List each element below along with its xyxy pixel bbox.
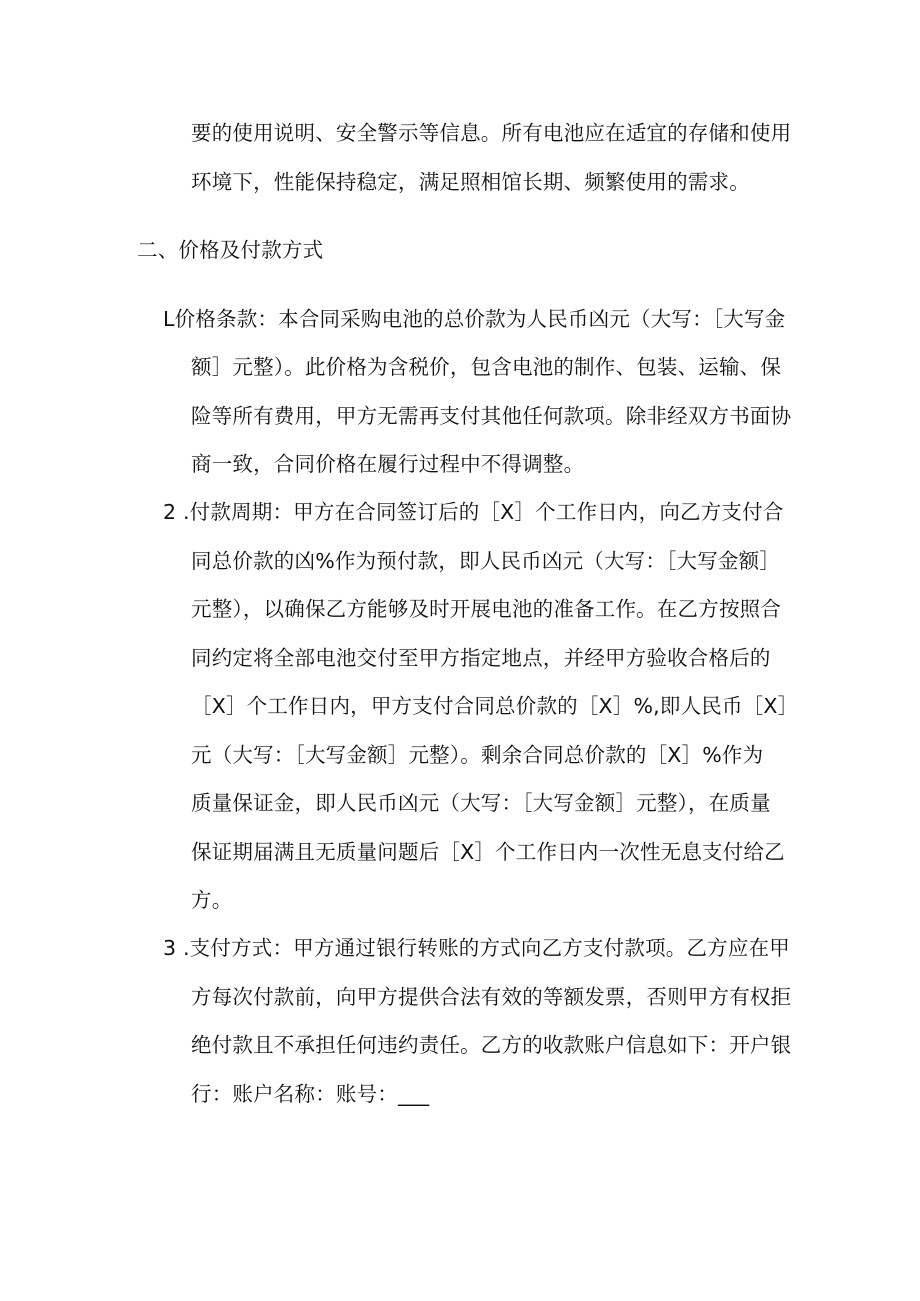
section-heading: 二、价格及付款方式 xyxy=(137,238,324,262)
clause-2-line-9: 方。 xyxy=(191,888,233,912)
clause-1-line-4: 商一致，合同价格在履行过程中不得调整。 xyxy=(191,452,585,476)
clause-2-line-7: 质量保证金，即人民币凶元（大写：［大写金额］元整），在质量 xyxy=(191,791,771,815)
clause-1-line-2: 额］元整）。此价格为含税价，包含电池的制作、包装、运输、保 xyxy=(191,355,782,379)
clause-3-line-3: 绝付款且不承担任何违约责任。乙方的收款账户信息如下：开户银 xyxy=(191,1033,792,1057)
clause-1-line-1: L价格条款：本合同采购电池的总价款为人民币凶元（大写：［大写金 xyxy=(163,307,786,331)
clause-3-line-2: 方每次付款前，向甲方提供合法有效的等额发票，否则甲方有权拒 xyxy=(191,985,792,1009)
clause-3-line-4: 行：账户名称：账号：___ xyxy=(191,1082,430,1106)
intro-line-1: 要的使用说明、安全警示等信息。所有电池应在适宜的存储和使用 xyxy=(191,121,792,145)
clause-2-line-8: 保证期届满且无质量问题后［X］个工作日内一次性无息支付给乙 xyxy=(191,840,785,864)
clause-2-line-1: 2 .付款周期：甲方在合同签订后的［X］个工作日内，向乙方支付合 xyxy=(163,500,784,524)
clause-1-line-3: 险等所有费用，甲方无需再支付其他任何款项。除非经双方书面协 xyxy=(191,404,792,428)
clause-3-line-1: 3 .支付方式：甲方通过银行转账的方式向乙方支付款项。乙方应在甲 xyxy=(163,936,790,960)
clause-2-line-3: 元整），以确保乙方能够及时开展电池的准备工作。在乙方按照合 xyxy=(191,597,782,621)
clause-2-line-6: 元（大写：［大写金额］元整）。剩余合同总价款的［X］%作为 xyxy=(191,743,764,767)
clause-2-line-4: 同约定将全部电池交付至甲方指定地点，并经甲方验收合格后的 xyxy=(191,646,771,670)
clause-2-line-2: 同总价款的凶%作为预付款，即人民币凶元（大写：［大写金额］ xyxy=(191,549,781,573)
intro-line-2: 环境下，性能保持稳定，满足照相馆长期、频繁使用的需求。 xyxy=(191,170,750,194)
clause-2-line-5: ［X］个工作日内，甲方支付合同总价款的［X］%,即人民币［X］ xyxy=(191,694,799,718)
